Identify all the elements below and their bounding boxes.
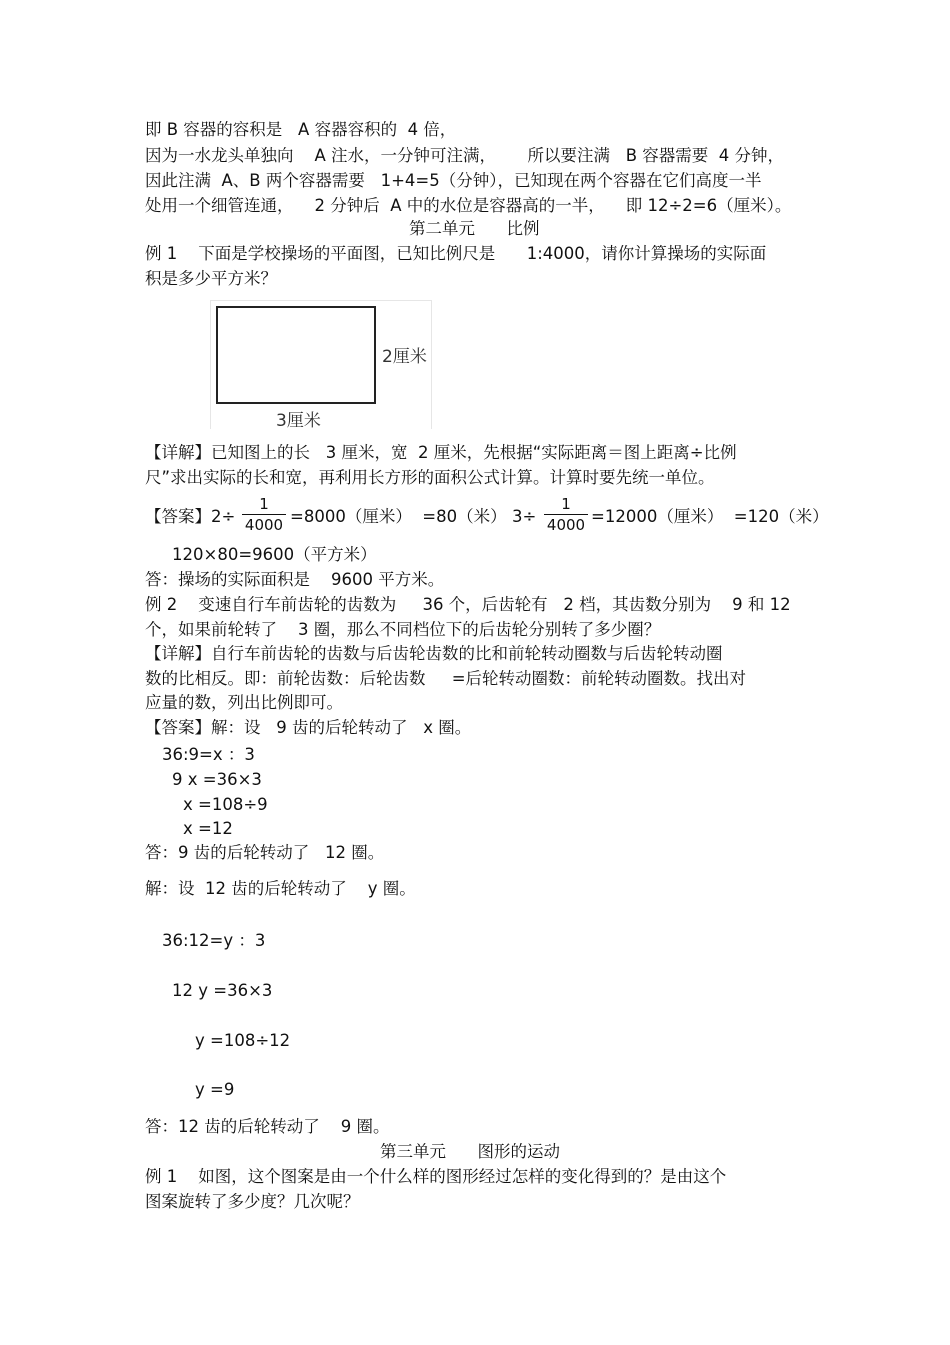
width-label: 3厘米 (276, 411, 321, 431)
height-label: 2厘米 (382, 347, 427, 367)
fraction-bar (242, 514, 286, 515)
text-line: 例 2 变速自行车前齿轮的齿数为 36 个，后齿轮有 2 档，其齿数分别为 9 和 12 (145, 595, 791, 614)
fraction (242, 495, 286, 534)
text-line: 应量的数，列出比例即可。 (145, 693, 343, 712)
equation-step: 36:12=y ：3 (162, 931, 266, 950)
text-line: 积是多少平方米？ (145, 269, 277, 288)
text-line: 答：12 齿的后轮转动了 9 圈。 (145, 1117, 390, 1136)
equation-step: x =108÷9 (183, 795, 268, 814)
equation-step: 9 x =36×3 (172, 770, 262, 789)
playground-rectangle (216, 306, 376, 404)
text-line: 【答案】解：设 9 齿的后轮转动了 x 圈。 (145, 718, 472, 737)
text-line: 因为一水龙头单独向 A 注水，一分钟可注满， 所以要注满 B 容器需要 4 分钟， (145, 146, 785, 165)
text-line: 3÷ (512, 507, 537, 526)
text-line: 答：9 齿的后轮转动了 12 圈。 (145, 843, 385, 862)
section-title: 第三单元 图形的运动 (380, 1142, 560, 1161)
fraction-numerator: 1 (259, 495, 269, 513)
playground-plan-figure (210, 300, 432, 430)
text-line: 个，如果前轮转了 3 圈，那么不同档位下的后齿轮分别转了多少圈？ (145, 620, 661, 639)
equation-step: 12 y =36×3 (172, 981, 273, 1000)
fraction (544, 495, 588, 534)
text-line: 因此注满 A、B 两个容器需要 1+4=5（分钟），已知现在两个容器在它们高度一半 (145, 171, 762, 190)
text-line: 处用一个细管连通， 2 分钟后 A 中的水位是容器高的一半， 即 12÷2=6（厘米）。 (145, 196, 792, 215)
fraction-denominator: 4000 (546, 516, 586, 534)
section-title: 第二单元 比例 (409, 219, 540, 238)
text-line: =12000（厘米） =120（米） (591, 507, 829, 526)
text-line: 即 B 容器的容积是 A 容器容积的 4 倍， (145, 120, 457, 139)
text-line: 数的比相反。即：前轮齿数：后轮齿数 =后轮转动圈数：前轮转动圈数。找出对 (145, 669, 747, 688)
equation-step: y =108÷12 (195, 1031, 291, 1050)
fraction-bar (544, 514, 588, 515)
text-line: 答：操场的实际面积是 9600 平方米。 (145, 570, 445, 589)
text-line: 120×80=9600（平方米） (172, 545, 377, 564)
text-line: 解：设 12 齿的后轮转动了 y 圈。 (145, 879, 416, 898)
text-line: 【详解】已知图上的长 3 厘米，宽 2 厘米，先根据“实际距离＝图上距离÷比例 (145, 443, 737, 462)
text-line: 图案旋转了多少度？几次呢？ (145, 1192, 360, 1211)
text-line: 例 1 下面是学校操场的平面图，已知比例尺是 1:4000，请你计算操场的实际面 (145, 244, 767, 263)
text-line: 尺”求出实际的长和宽，再利用长方形的面积公式计算。计算时要先统一单位。 (145, 468, 715, 487)
text-line: 例 1 如图，这个图案是由一个什么样的图形经过怎样的变化得到的？是由这个 (145, 1167, 727, 1186)
text-line: =8000（厘米） =80（米） (290, 507, 507, 526)
answer-label: 【答案】2÷ (145, 507, 236, 526)
text-line: 【详解】自行车前齿轮的齿数与后齿轮齿数的比和前轮转动圈数与后齿轮转动圈 (145, 644, 723, 663)
equation-step: 36:9=x ：3 (162, 745, 255, 764)
equation-step: y =9 (195, 1080, 235, 1099)
fraction-denominator: 4000 (244, 516, 284, 534)
fraction-numerator: 1 (561, 495, 571, 513)
equation-step: x =12 (183, 819, 233, 838)
